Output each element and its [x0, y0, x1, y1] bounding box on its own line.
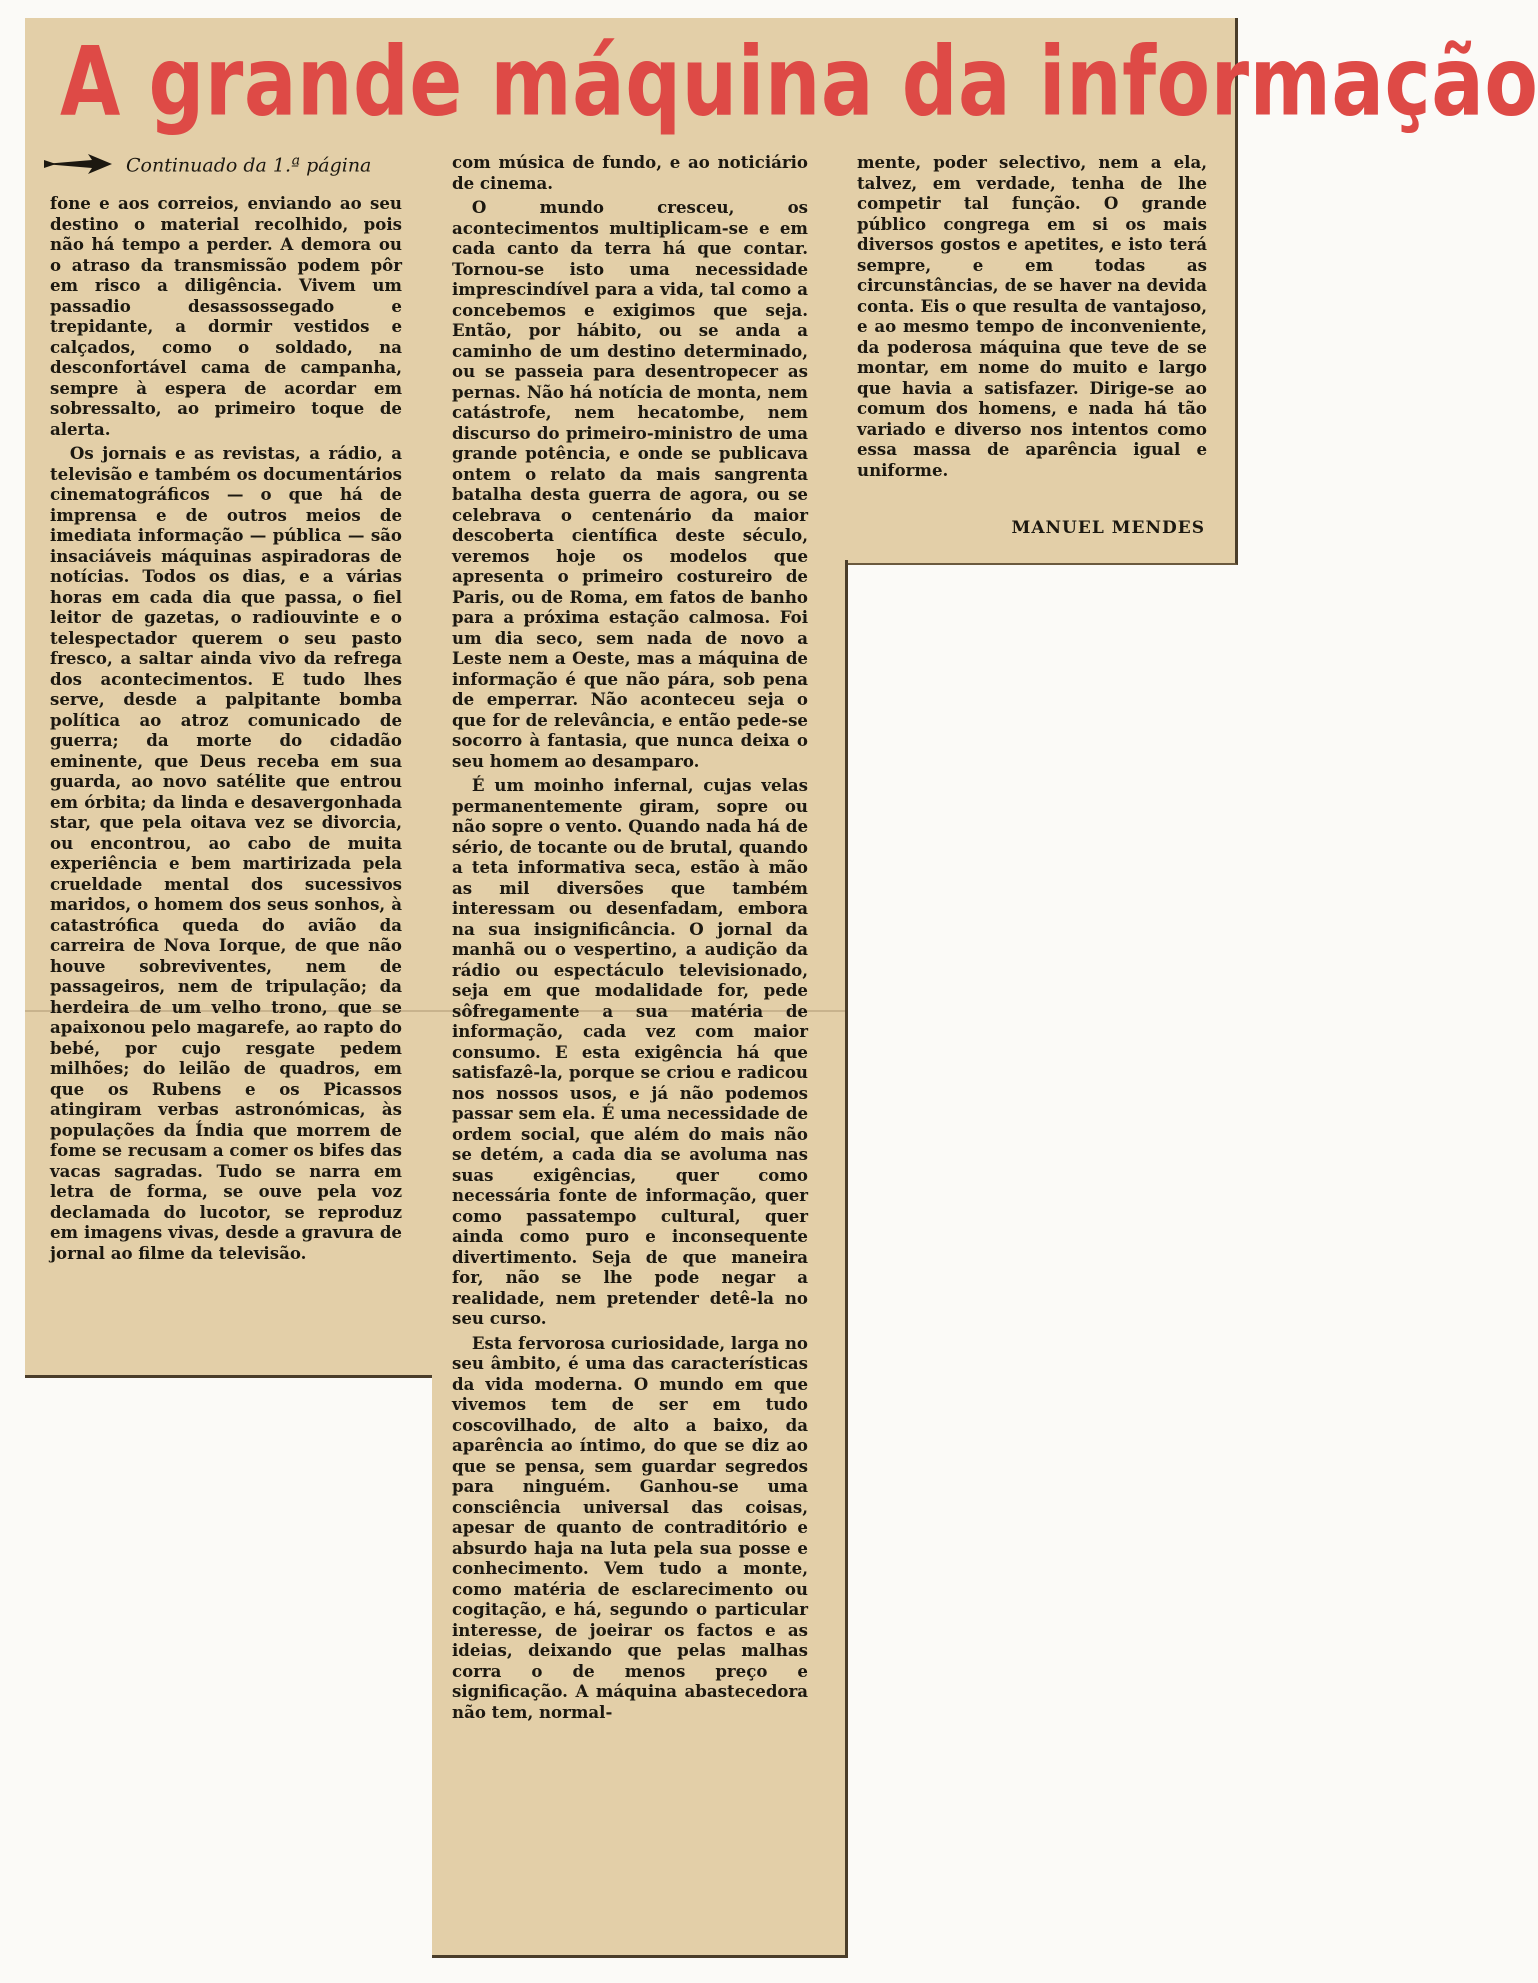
paragraph: É um moinho infernal, cujas velas permanentemente giram, sopre ou não sopre o vento. Quando nada há de sério, de tocante ou de brutal, quando a teta informativa seca, estão à mão as mil diversões que também interessam ou desenfadam, embora na sua insignificância. O jornal da manhã ou o vespertino, a audição da rádio ou espectáculo televisionado, seja em que modalidade for, pede sôfregamente a sua matéria de informação, cada vez com maior consumo. E esta exigência há que satisfazê-la, porque se criou e radicou nos nossos usos, e já não podemos passar sem ela. É uma necessidade de ordem social, que além do mais não se detém, a cada dia se avoluma nas suas exigências, quer como necessária fonte de informação, quer como passatempo cultural, quer ainda como puro e inconsequente divertimento. Seja de que maneira for, não se lhe pode negar a realidade, nem pretender detê-la no seu curso.: [452, 775, 808, 1328]
arrow-icon: [42, 154, 114, 179]
paragraph: Esta fervorosa curiosidade, larga no seu âmbito, é uma das características da vida moderna. O mundo em que vivemos tem de ser em tudo coscovilhado, de alto a baixo, da aparência ao íntimo, do que se diz ao que se pensa, sem guardar segredos para ninguém. Ganhou-se uma consciência universal das coisas, apesar de quanto de contraditório e absurdo haja na luta pela sua posse e conhecimento. Vem tudo a monte, como matéria de esclarecimento ou cogitação, e há, segundo o particular interesse, de joeirar os factos e as ideias, deixando que pelas malhas corra o de menos preço e significação. A máquina abastecedora não tem, normal-: [452, 1332, 808, 1722]
paragraph: mente, poder selectivo, nem a ela, talvez, em verdade, tenha de lhe competir tal função. O grande público congrega em si os mais diversos gostos e apetites, e isto terá sempre, e em todas as circunstâncias, de se haver na devida conta. Eis o que resulta de vantajoso, e ao mesmo tempo de inconveniente, da poderosa máquina que teve de se montar, em nome do muito e largo que havia a satisfazer. Dirige-se ao comum dos homens, e nada há tão variado e diverso nos intentos como essa massa de aparência igual e uniforme.: [857, 152, 1207, 480]
paragraph: com música de fundo, e ao noticiário de cinema.: [452, 152, 808, 193]
continued-text: Continuado da 1.ª página: [126, 154, 372, 177]
author-byline: MANUEL MENDES: [1011, 518, 1205, 538]
headline: A grande máquina da informação: [60, 28, 1538, 138]
column-1: [50, 193, 402, 1263]
column-2: [452, 152, 808, 1722]
continued-label: [42, 154, 412, 180]
paragraph: O mundo cresceu, os acontecimentos multiplicam-se e em cada canto da terra há que contar. Tornou-se isto uma necessidade imprescindível para a vida, tal como a concebemos e exigimos que seja. Então, por hábito, ou se anda a caminho de um destino determinado, ou se passeia para desentropecer as pernas. Não há notícia de monta, nem catástrofe, nem hecatombe, nem discurso do primeiro-ministro de uma grande potência, e onde se publicava ontem o relato da mais sangrenta batalha desta guerra de agora, ou se celebrava o centenário da maior descoberta científica deste século, veremos hoje os modelos que apresenta o primeiro costureiro de Paris, ou de Roma, em fatos de banho para a próxima estação calmosa. Foi um dia seco, sem nada de novo a Leste nem a Oeste, mas a máquina de informação é que não pára, sob pena de emperrar. Não aconteceu seja o que for de relevância, e então pede-se socorro à fantasia, que nunca deixa o seu homem ao desamparo.: [452, 197, 808, 771]
paragraph: fone e aos correios, enviando ao seu destino o material recolhido, pois não há tempo a perder. A demora ou o atraso da transmissão podem pôr em risco a diligência. Vivem um passadio desassossegado e trepidante, a dormir vestidos e calçados, como o soldado, na desconfortável cama de campanha, sempre à espera de acordar em sobressalto, ao primeiro toque de alerta.: [50, 193, 402, 439]
paragraph: Os jornais e as revistas, a rádio, a televisão e também os documentários cinematográficos — o que há de imprensa e de outros meios de imediata informação — pública — são insaciáveis máquinas aspiradoras de notícias. Todos os dias, e a várias horas em cada dia que passa, o fiel leitor de gazetas, o radiouvinte e o telespectador querem o seu pasto fresco, a saltar ainda vivo da refrega dos acontecimentos. E tudo lhes serve, desde a palpitante bomba política ao atroz comunicado de guerra; da morte do cidadão eminente, que Deus receba em sua guarda, ao novo satélite que entrou em órbita; da linda e desavergonhada star, que pela oitava vez se divorcia, ou encontrou, ao cabo de muita experiência e bem martirizada pela crueldade mental dos sucessivos maridos, o homem dos seus sonhos, à catastrófica queda do avião da carreira de Nova Iorque, de que não houve sobreviventes, nem de passageiros, nem de tripulação; da herdeira de um velho trono, que se apaixonou pelo magarefe, ao rapto do bebé, por cujo resgate pedem milhões; do leilão de quadros, em que os Rubens e os Picassos atingiram verbas astronómicas, às populações da Índia que morrem de fome se recusam a comer os bifes das vacas sagradas. Tudo se narra em letra de forma, se ouve pela voz declamada do lucotor, se reproduz em imagens vivas, desde a gravura de jornal ao filme da televisão.: [50, 443, 402, 1263]
column-3: [857, 152, 1207, 480]
